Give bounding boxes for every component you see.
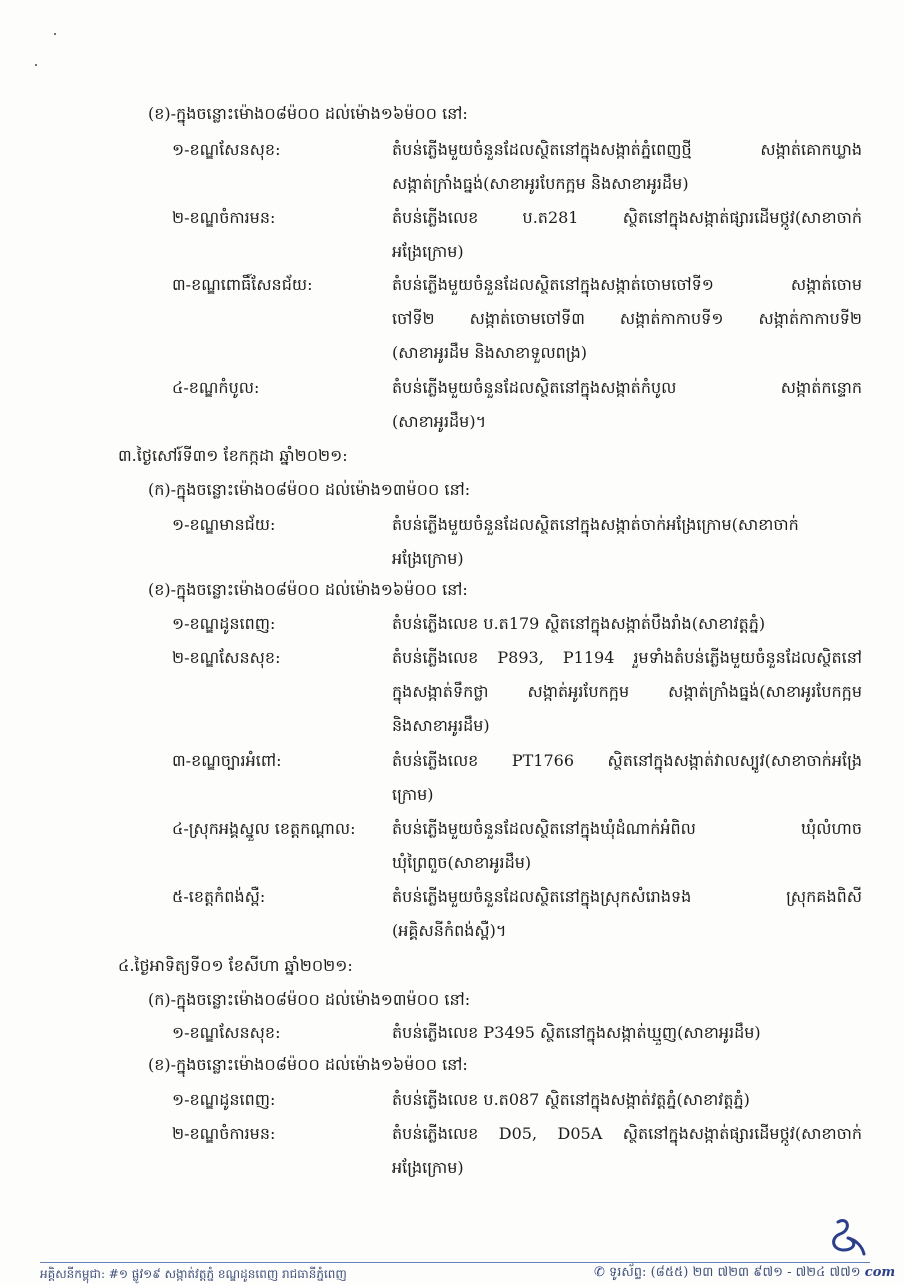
district-label: ៤-ស្រុកអង្គស្នួល ខេត្តកណ្ដាល: xyxy=(172,819,356,838)
district-label: ១-ខណ្ឌដូនពេញ: xyxy=(172,614,276,633)
district-label: ៣-ខណ្ឌច្បារអំពៅ: xyxy=(172,751,282,770)
area-description: តំបន់ភ្លើងលេខ PT1766 ស្ថិតនៅក្នុងសង្កាត់វាលស្បូវ(សាខាចាក់អង្រែ ក្រោម) xyxy=(392,751,862,804)
scan-speck xyxy=(54,33,56,35)
district-label: ១-ខណ្ឌសែនសុខ: xyxy=(172,140,281,159)
area-description: តំបន់ភ្លើងមួយចំនួនដែលស្ថិតនៅក្នុងសង្កាត់ភ្នំពេញថ្មី សង្កាត់គោកឃ្លាង សង្កាត់ក្រាំងធ្នង់(សាខាអូរបែកក្អម និងសាខាអូរដឹម) xyxy=(392,140,862,193)
area-description: តំបន់ភ្លើងលេខ ប.ត179 ស្ថិតនៅក្នុងសង្កាត់បឹងរាំង(សាខាវត្តភ្នំ) xyxy=(392,614,766,633)
time-period-heading: (ក)-ក្នុងចន្លោះម៉ោង០៨ម៉០០ ដល់ម៉ោង១៣ម៉០០ នៅ: xyxy=(148,990,471,1009)
footer-phone: ✆ ទូរស័ព្ទ: (៨៥៥) ២៣ ៧២៣ ៩៧១ - ៧២៤ ៧៧១ com xyxy=(594,1265,896,1280)
district-label: ១-ខណ្ឌមានជ័យ: xyxy=(172,515,276,534)
area-description: តំបន់ភ្លើងលេខ ប.ត087 ស្ថិតនៅក្នុងសង្កាត់វត្តភ្នំ(សាខាវត្តភ្នំ) xyxy=(392,1090,750,1109)
area-description: តំបន់ភ្លើងមួយចំនួនដែលស្ថិតនៅក្នុងសង្កាត់កំបូល សង្កាត់កន្ទោក (សាខាអូរដឹម)។ xyxy=(392,378,862,431)
area-description: តំបន់ភ្លើងលេខ D05, D05A ស្ថិតនៅក្នុងសង្កាត់ផ្សារដើមថ្កូវ(សាខាចាក់ អង្រែក្រោម) xyxy=(392,1124,862,1177)
footer-address: អគ្គិសនីកម្ពុជា: #១ ផ្លូវ១៩ សង្កាត់វត្តភ្នំ ខណ្ឌដូនពេញ រាជធានីភ្នំពេញ xyxy=(40,1267,347,1281)
area-description: តំបន់ភ្លើងមួយចំនួនដែលស្ថិតនៅក្នុងឃុំដំណាក់អំពិល ឃុំលំហាច ឃុំព្រៃពួច(សាខាអូរដឹម) xyxy=(392,819,862,872)
area-description: តំបន់ភ្លើងមួយចំនួនដែលស្ថិតនៅក្នុងស្រុកសំរោងទង ស្រុកគងពិសី (អគ្គិសនីកំពង់ស្ពឺ)។ xyxy=(392,887,862,940)
district-label: ២-ខណ្ឌចំការមន: xyxy=(172,208,276,227)
area-description: តំបន់ភ្លើងលេខ ប.ត281 ស្ថិតនៅក្នុងសង្កាត់ផ្សារដើមថ្កូវ(សាខាចាក់ អង្រែក្រោម) xyxy=(392,208,862,261)
area-description: តំបន់ភ្លើងមួយចំនួនដែលស្ថិតនៅក្នុងសង្កាត់ចាក់អង្រែក្រោម(សាខាចាក់ អង្រែក្រោម) xyxy=(392,515,799,568)
signature-initial xyxy=(818,1216,868,1258)
district-label: ៥-ខេត្តកំពង់ស្ពឺ: xyxy=(172,887,266,906)
district-label: ៣-ខណ្ឌពោធិ៍សែនជ័យ: xyxy=(172,275,313,294)
district-label: ១-ខណ្ឌសែនសុខ: xyxy=(172,1023,281,1042)
footer-rule xyxy=(40,1262,870,1263)
time-period-heading: (ខ)-ក្នុងចន្លោះម៉ោង០៨ម៉០០ ដល់ម៉ោង១៦ម៉០០ នៅ: xyxy=(148,104,468,123)
district-label: ២-ខណ្ឌចំការមន: xyxy=(172,1124,276,1143)
district-label: ២-ខណ្ឌសែនសុខ: xyxy=(172,648,281,667)
time-period-heading: (ខ)-ក្នុងចន្លោះម៉ោង០៨ម៉០០ ដល់ម៉ោង១៦ម៉០០ នៅ: xyxy=(148,580,468,599)
date-heading: ៣.ថ្ងៃសៅរ៍ទី៣១ ខែកក្កដា ឆ្នាំ២០២១: xyxy=(118,446,348,465)
time-period-heading: (ក)-ក្នុងចន្លោះម៉ោង០៨ម៉០០ ដល់ម៉ោង១៣ម៉០០ នៅ: xyxy=(148,480,471,499)
date-heading: ៤.ថ្ងៃអាទិត្យទី០១ ខែសីហា ឆ្នាំ២០២១: xyxy=(118,956,353,975)
district-label: ១-ខណ្ឌដូនពេញ: xyxy=(172,1090,276,1109)
phone-icon: ✆ xyxy=(594,1265,605,1280)
scan-speck xyxy=(35,64,37,66)
area-description: តំបន់ភ្លើងលេខ P893, P1194 រួមទាំងតំបន់ភ្លើងមួយចំនួនដែលស្ថិតនៅ ក្នុងសង្កាត់ទឹកថ្លា សង្កាត់អូរបែកក្អម សង្កាត់ក្រាំងធ្នង់(សាខាអូរបែកក្អម និងសាខាអូរដឹម) xyxy=(392,648,862,735)
area-description: តំបន់ភ្លើងលេខ P3495 ស្ថិតនៅក្នុងសង្កាត់ឃ្មួញ(សាខាអូរដឹម) xyxy=(392,1023,761,1042)
time-period-heading: (ខ)-ក្នុងចន្លោះម៉ោង០៨ម៉០០ ដល់ម៉ោង១៦ម៉០០ នៅ: xyxy=(148,1055,468,1074)
district-label: ៤-ខណ្ឌកំបូល: xyxy=(172,378,260,397)
area-description: តំបន់ភ្លើងមួយចំនួនដែលស្ថិតនៅក្នុងសង្កាត់ចោមចៅទី១ សង្កាត់ចោម ចៅទី២ សង្កាត់ចោមចៅទី៣ សង្កាត់កាកាបទី១ សង្កាត់កាកាបទី២ (សាខាអូរដឹម និងសាខាទួលពង្រ) xyxy=(392,275,862,362)
